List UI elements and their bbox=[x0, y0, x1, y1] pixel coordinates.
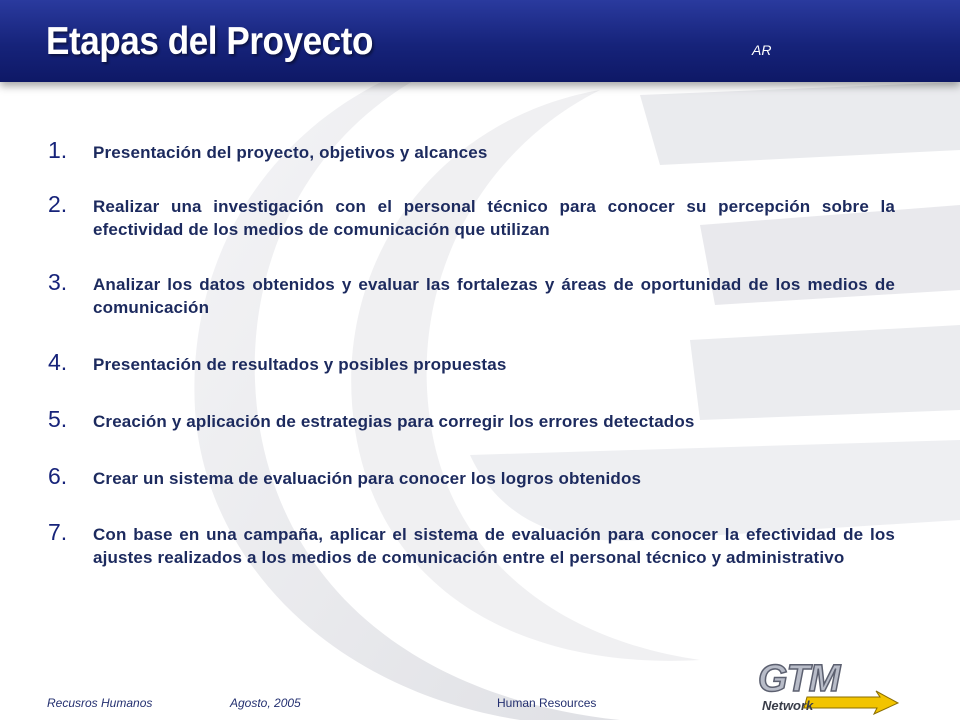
footer-area: Human Resources bbox=[497, 696, 597, 710]
step-text: Realizar una investigación con el personal técnico para conocer su percepción sobre la efectividad de los medios de comunicación que utilizan bbox=[93, 197, 895, 239]
step-text: Presentación del proyecto, objetivos y alcances bbox=[93, 143, 488, 162]
title-bar bbox=[0, 0, 960, 82]
step-item bbox=[48, 349, 895, 376]
page-title: Etapas del Proyecto bbox=[46, 20, 373, 63]
logo-main-text: GTM bbox=[758, 658, 840, 700]
footer-date: Agosto, 2005 bbox=[230, 696, 301, 710]
step-number: 3. bbox=[48, 269, 68, 295]
header-tag: AR bbox=[752, 42, 772, 58]
step-item bbox=[48, 463, 895, 490]
step-item bbox=[48, 269, 895, 319]
step-text: Presentación de resultados y posibles propuestas bbox=[93, 355, 507, 374]
step-number: 5. bbox=[48, 406, 68, 432]
gtm-network-logo bbox=[752, 653, 912, 715]
step-number: 7. bbox=[48, 519, 68, 545]
step-number: 1. bbox=[48, 137, 68, 163]
footer-department: Recusros Humanos bbox=[47, 696, 153, 710]
step-item bbox=[48, 137, 895, 164]
step-text: Creación y aplicación de estrategias para corregir los errores detectados bbox=[93, 412, 695, 431]
step-text: Crear un sistema de evaluación para conocer los logros obtenidos bbox=[93, 469, 642, 488]
step-number: 4. bbox=[48, 349, 68, 375]
step-item bbox=[48, 519, 895, 569]
step-item bbox=[48, 406, 895, 433]
step-text: Con base en una campaña, aplicar el sistema de evaluación para conocer la efectividad de los ajustes realizados a los medios de comunicación entre el personal técnico y administrativo bbox=[93, 525, 895, 567]
step-number: 6. bbox=[48, 463, 68, 489]
step-number: 2. bbox=[48, 191, 68, 217]
step-item bbox=[48, 191, 895, 241]
logo-sub-text: Network bbox=[762, 698, 814, 713]
step-text: Analizar los datos obtenidos y evaluar las fortalezas y áreas de oportunidad de los medios de comunicación bbox=[93, 275, 895, 317]
